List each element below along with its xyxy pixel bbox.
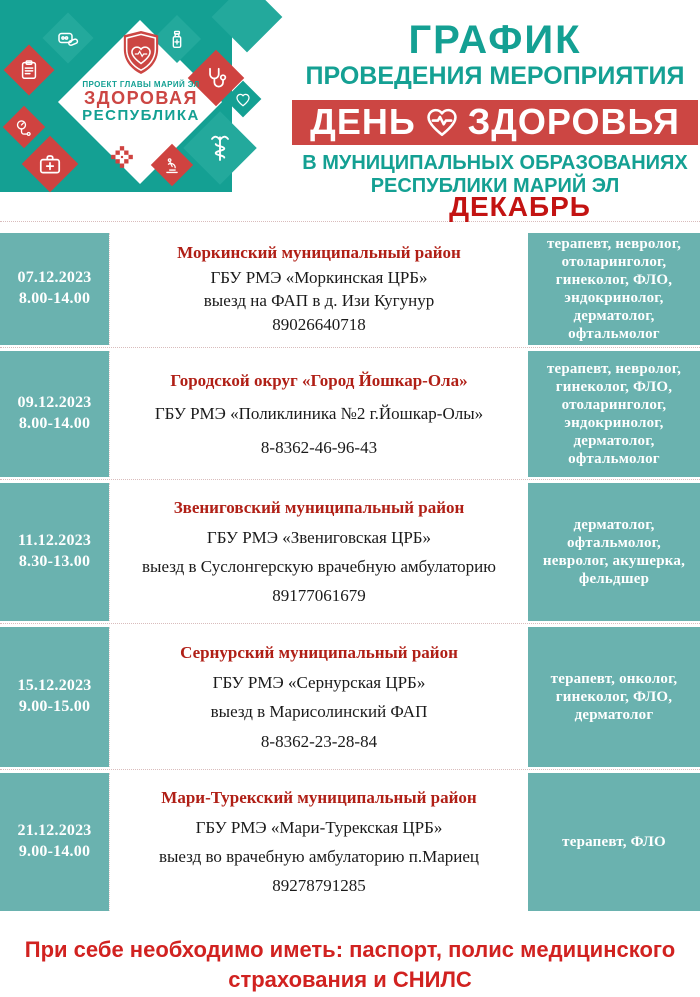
trip-details: выезд во врачебную амбулаторию п.Мариец: [158, 846, 479, 866]
specialists-list: терапевт, ФЛО: [562, 834, 666, 850]
date-cell: [0, 233, 109, 345]
title-area: [292, 0, 698, 198]
specialists-list: дерматолог, офтальмолог, невролог, акушерка, фельдшер: [542, 517, 686, 587]
specialists-list: терапевт, онколог, гинеколог, ФЛО, дерматолог: [550, 671, 678, 723]
phone-number: 8-8362-46-96-43: [260, 437, 378, 457]
month-label: ДЕКАБРЬ: [0, 192, 700, 222]
event-date: 09.12.2023: [17, 394, 92, 412]
schedule-row: [0, 233, 700, 345]
event-date: 15.12.2023: [17, 677, 92, 695]
logo-name-line2: РЕСПУБЛИКА: [82, 106, 200, 124]
event-time: 8.00-14.00: [18, 415, 91, 432]
footer-note: [0, 935, 700, 994]
logo: [55, 30, 227, 124]
phone-number: 89278791285: [272, 875, 366, 895]
schedule-row: [0, 773, 700, 911]
info-cell: [109, 483, 528, 621]
date-cell: [0, 483, 109, 621]
trip-details: выезд в Марисолинский ФАП: [210, 702, 428, 722]
banner-word2: ЗДОРОВЬЯ: [467, 101, 680, 142]
phone-number: 89026640718: [272, 315, 366, 335]
facility-name: ГБУ РМЭ «Моркинская ЦРБ»: [210, 267, 428, 287]
info-cell: [109, 627, 528, 767]
poster-title-line1: ГРАФИК: [408, 18, 582, 62]
info-cell: [109, 351, 528, 477]
facility-name: ГБУ РМЭ «Мари-Турекская ЦРБ»: [195, 817, 443, 837]
facility-name: ГБУ РМЭ «Поликлиника №2 г.Йошкар-Олы»: [154, 404, 484, 424]
specialists-cell: [528, 483, 700, 621]
info-cell: [109, 233, 528, 345]
facility-name: ГБУ РМЭ «Звениговская ЦРБ»: [206, 527, 432, 547]
district-name: Звениговский муниципальный район: [173, 498, 465, 518]
schedule-row: [0, 483, 700, 621]
poster-subtitle-line2: РЕСПУБЛИКИ МАРИЙ ЭЛ: [370, 174, 620, 197]
specialists-cell: [528, 627, 700, 767]
phone-number: 89177061679: [272, 585, 366, 605]
header: [0, 0, 700, 197]
date-cell: [0, 351, 109, 477]
event-time: 9.00-15.00: [18, 698, 91, 715]
footer-note-line1: При себе необходимо иметь: паспорт, полис медицинского: [24, 937, 676, 962]
event-time: 9.00-14.00: [18, 843, 91, 860]
schedule-table: [0, 222, 700, 911]
logo-project-label: ПРОЕКТ ГЛАВЫ МАРИЙ ЭЛ: [82, 80, 200, 89]
date-cell: [0, 627, 109, 767]
district-name: Моркинский муниципальный район: [177, 243, 461, 263]
event-time: 8.00-14.00: [18, 290, 91, 307]
district-name: Городской округ «Город Йошкар-Ола»: [170, 370, 468, 390]
specialists-cell: [528, 233, 700, 345]
specialists-list: терапевт, невролог, отоларинголог, гинеколог, ФЛО, эндокринолог, дерматолог, офтальмолог: [546, 236, 682, 342]
trip-details: выезд на ФАП в д. Изи Кугунур: [203, 291, 435, 311]
specialists-cell: [528, 773, 700, 911]
logo-name-line1: ЗДОРОВАЯ: [84, 88, 198, 108]
district-name: Сернурский муниципальный район: [180, 642, 458, 662]
phone-number: 8-8362-23-28-84: [260, 731, 378, 751]
schedule-row: [0, 351, 700, 477]
heart-pulse-icon: [424, 105, 460, 139]
event-time: 8.30-13.00: [18, 553, 91, 570]
event-date: 21.12.2023: [17, 822, 92, 840]
poster-title-line2: ПРОВЕДЕНИЯ МЕРОПРИЯТИЯ: [305, 62, 685, 90]
district-name: Мари-Турекский муниципальный район: [161, 788, 477, 808]
poster-subtitle-line1: В МУНИЦИПАЛЬНЫХ ОБРАЗОВАНИЯХ: [302, 151, 688, 174]
logo-area: [0, 0, 280, 192]
specialists-cell: [528, 351, 700, 477]
footer-note-line2: страхования и СНИЛС: [228, 966, 472, 992]
date-cell: [0, 773, 109, 911]
trip-details: выезд в Суслонгерскую врачебную амбулаторию: [142, 556, 496, 576]
info-cell: [109, 773, 528, 911]
facility-name: ГБУ РМЭ «Сернурская ЦРБ»: [212, 672, 426, 692]
specialists-list: терапевт, невролог, гинеколог, ФЛО, отоларинголог, эндокринолог, дерматолог, офтальмолог: [546, 361, 682, 467]
shield-heart-icon: [120, 30, 162, 76]
event-date: 07.12.2023: [17, 269, 92, 287]
event-name-banner: [292, 100, 698, 145]
event-date: 11.12.2023: [17, 532, 92, 550]
schedule-row: [0, 627, 700, 767]
banner-word1: ДЕНЬ: [310, 101, 416, 142]
